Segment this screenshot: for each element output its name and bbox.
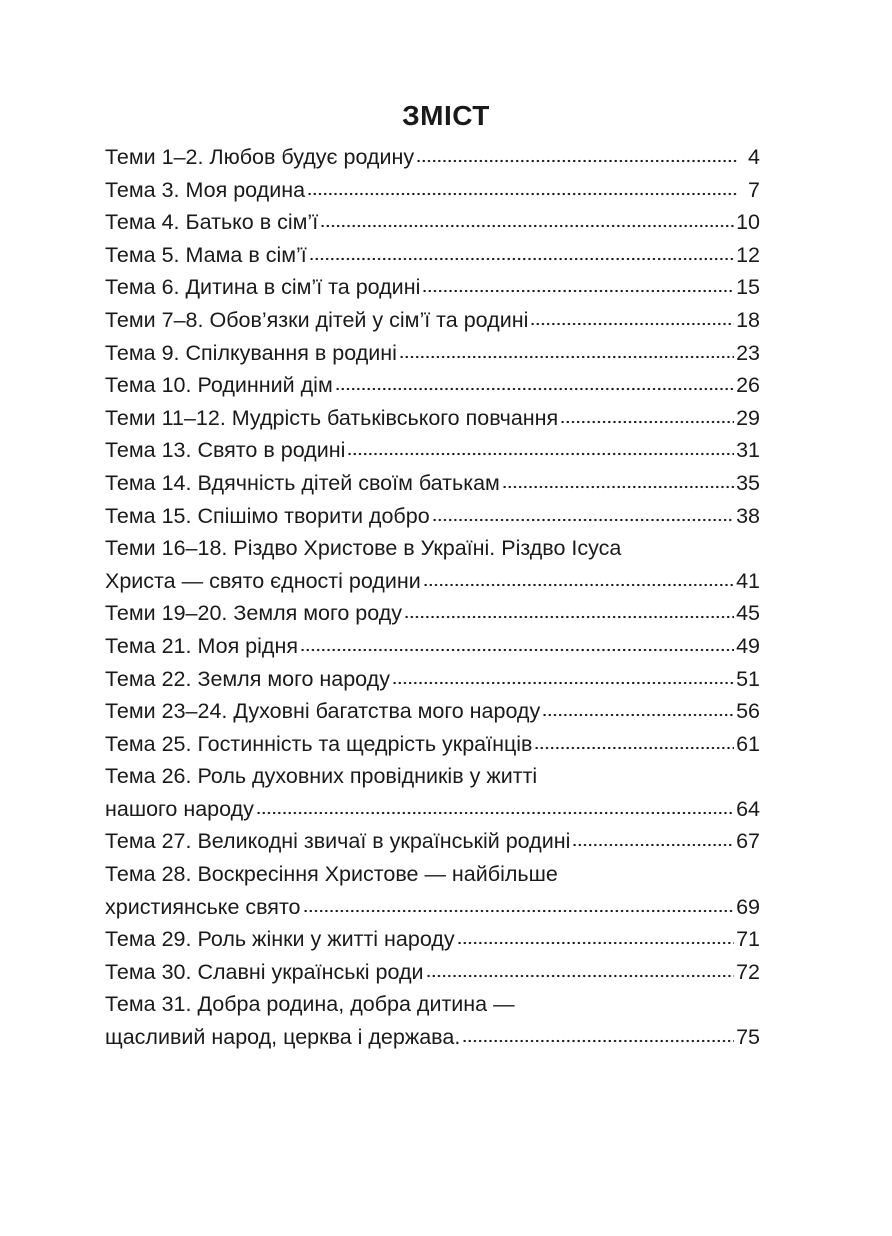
toc-page-number: 12 (736, 242, 760, 267)
toc-page-number: 67 (736, 829, 760, 854)
toc-page-number: 35 (736, 470, 760, 495)
toc-entry-title: Тема 3. Моя родина (105, 177, 306, 202)
toc-line (105, 304, 760, 337)
toc-entry-title: Тема 6. Дитина в сім’ї та родині (105, 275, 421, 300)
toc-entry[interactable] (105, 597, 760, 630)
toc-entry-title: Тема 30. Славні українські роди (105, 959, 424, 984)
toc-entry-title: Теми 1–2. Любов будує родину (105, 145, 415, 169)
toc-line (105, 760, 760, 793)
toc-page-number: 10 (736, 210, 760, 235)
dot-leader (432, 518, 734, 522)
dot-leader (423, 583, 734, 587)
dot-leader (300, 648, 734, 652)
toc-entry-title: Тема 4. Батько в сім’ї (105, 210, 319, 235)
toc-page-number: 61 (736, 731, 760, 756)
toc-entry[interactable] (105, 206, 760, 239)
toc-line (105, 500, 760, 533)
toc-entry[interactable] (105, 467, 760, 500)
dot-leader (399, 355, 734, 359)
toc-page-number: 75 (736, 1025, 760, 1050)
toc-line (105, 988, 760, 1021)
toc-entry-title: щасливий народ, церква і держава. (105, 1025, 461, 1050)
toc-entry-title: Тема 29. Роль жінки у житті народу (105, 927, 455, 952)
toc-entry-title: Теми 19–20. Земля мого роду (105, 601, 403, 626)
toc-entry-title: Тема 9. Спілкування в родині (105, 340, 397, 365)
toc-entry-title: нашого народу (105, 796, 254, 821)
toc-page-number: 15 (736, 275, 760, 300)
toc-page-number: 31 (736, 438, 760, 463)
toc-line (105, 174, 760, 207)
toc-line (105, 271, 760, 304)
toc-line (105, 597, 760, 630)
toc-page-number: 69 (736, 894, 760, 919)
dot-leader (560, 420, 734, 424)
toc-line (105, 467, 760, 500)
toc-page-number: 51 (736, 666, 760, 691)
dot-leader (307, 192, 738, 196)
toc-line (105, 695, 760, 728)
toc-line (105, 663, 760, 696)
toc-entry-title: Тема 22. Земля мого народу (105, 666, 390, 691)
toc-line (105, 402, 760, 435)
toc-entry[interactable] (105, 532, 760, 597)
toc-entry[interactable] (105, 239, 760, 272)
table-of-contents (105, 141, 760, 1054)
toc-entry-title: Тема 31. Добра родина, добра дитина — (105, 992, 515, 1017)
toc-entry[interactable] (105, 923, 760, 956)
toc-entry-title: Тема 5. Мама в сім’ї (105, 242, 307, 267)
dot-leader (502, 485, 734, 489)
toc-entry[interactable] (105, 695, 760, 728)
dot-leader (303, 909, 735, 913)
dot-leader (462, 1039, 734, 1043)
toc-entry-title: Тема 13. Свято в родині (105, 438, 346, 463)
toc-line (105, 825, 760, 858)
toc-line (105, 793, 760, 826)
toc-line (105, 141, 760, 174)
toc-entry[interactable] (105, 825, 760, 858)
dot-leader (572, 843, 734, 847)
toc-entry[interactable] (105, 304, 760, 337)
toc-entry[interactable] (105, 760, 760, 825)
toc-line (105, 532, 760, 565)
toc-page-number: 71 (736, 927, 760, 952)
toc-entry-title: Тема 25. Гостинність та щедрість українців (105, 731, 533, 756)
dot-leader (256, 811, 734, 815)
dot-leader (335, 387, 734, 391)
toc-page-number: 29 (736, 405, 760, 430)
toc-entry-title: Теми 16–18. Різдво Христове в Україні. Різдво Ісуса (105, 536, 622, 561)
toc-entry-title: Тема 27. Великодні звичаї в українській родині (105, 829, 571, 854)
toc-line (105, 369, 760, 402)
toc-line (105, 923, 760, 956)
toc-line (105, 956, 760, 989)
toc-line (105, 239, 760, 272)
dot-leader (404, 615, 734, 619)
dot-leader (530, 322, 734, 326)
toc-entry[interactable] (105, 956, 760, 989)
toc-entry-title: християнське свято (105, 894, 301, 919)
toc-entry[interactable] (105, 141, 760, 174)
toc-entry-title: Тема 14. Вдячність дітей своїм батькам (105, 470, 500, 495)
toc-line (105, 891, 760, 924)
toc-page-number: 38 (736, 503, 760, 528)
toc-page-number: 49 (736, 633, 760, 658)
toc-entry[interactable] (105, 988, 760, 1053)
toc-entry-title: Христа — свято єдності родини (105, 568, 421, 593)
toc-entry-title: Тема 15. Спішімо творити добро (105, 503, 430, 528)
toc-entry-title: Тема 10. Родинний дім (105, 373, 333, 398)
toc-entry[interactable] (105, 434, 760, 467)
dot-leader (534, 746, 734, 750)
toc-entry[interactable] (105, 630, 760, 663)
toc-page-number: 4 (748, 145, 760, 169)
page-title: ЗМІСТ (402, 100, 490, 131)
toc-page-number: 23 (736, 340, 760, 365)
toc-page-number: 45 (736, 601, 760, 626)
dot-leader (392, 681, 734, 685)
toc-page-number: 64 (736, 796, 760, 821)
toc-line (105, 206, 760, 239)
dot-leader (422, 289, 734, 293)
dot-leader (542, 713, 734, 717)
toc-entry[interactable] (105, 728, 760, 761)
dot-leader (347, 452, 734, 456)
toc-page-number: 72 (736, 959, 760, 984)
dot-leader (416, 159, 738, 163)
toc-entry-title: Тема 28. Воскресіння Христове — найбільше (105, 862, 558, 887)
toc-line (105, 1021, 760, 1054)
toc-entry-title: Тема 21. Моя рідня (105, 633, 298, 658)
toc-page-number: 56 (736, 699, 760, 724)
toc-entry[interactable] (105, 174, 760, 207)
toc-page-number: 7 (748, 177, 760, 202)
dot-leader (309, 257, 734, 261)
toc-page-number: 26 (736, 373, 760, 398)
toc-entry[interactable] (105, 402, 760, 435)
toc-page-number: 41 (736, 568, 760, 593)
toc-entry-title: Теми 23–24. Духовні багатства мого народу (105, 699, 541, 724)
dot-leader (320, 224, 734, 228)
toc-entry-title: Тема 26. Роль духовних провідників у житті (105, 764, 538, 789)
toc-page-number: 18 (736, 307, 760, 332)
toc-entry-title: Теми 11–12. Мудрість батьківського повчання (105, 405, 559, 430)
toc-line (105, 434, 760, 467)
toc-entry[interactable] (105, 271, 760, 304)
toc-line (105, 337, 760, 370)
toc-entry[interactable] (105, 369, 760, 402)
dot-leader (426, 974, 735, 978)
dot-leader (457, 941, 734, 945)
toc-line (105, 858, 760, 891)
toc-entry[interactable] (105, 858, 760, 923)
toc-entry-title: Теми 7–8. Обов’язки дітей у сім’ї та родині (105, 307, 529, 332)
toc-line (105, 728, 760, 761)
toc-entry[interactable] (105, 663, 760, 696)
toc-entry[interactable] (105, 500, 760, 533)
toc-line (105, 565, 760, 598)
toc-line (105, 630, 760, 663)
toc-entry[interactable] (105, 337, 760, 370)
